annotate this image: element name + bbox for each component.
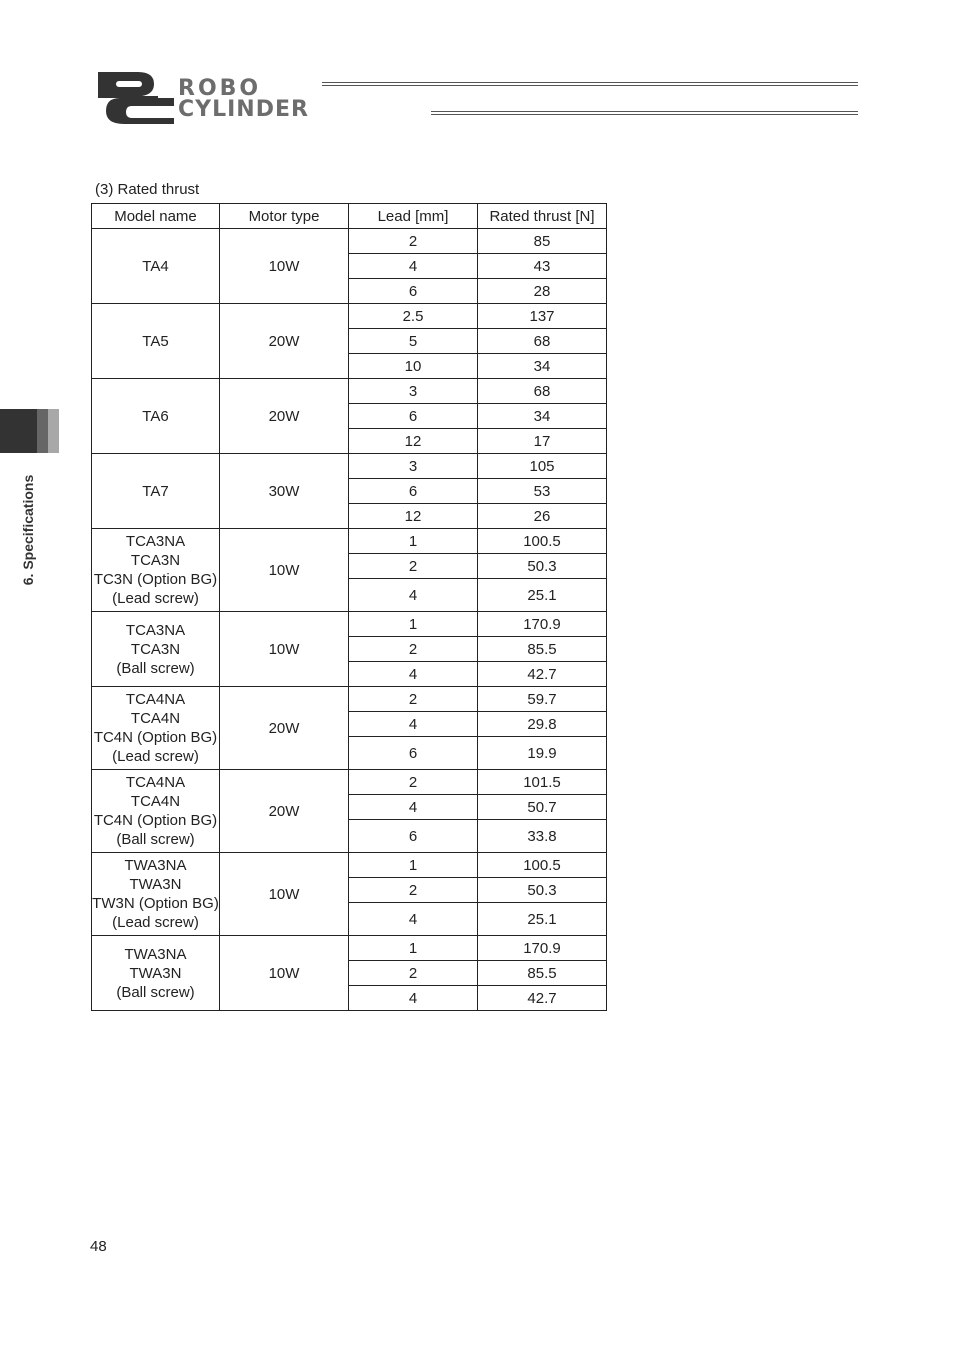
lead-cell: 4 (349, 662, 478, 687)
table-row (92, 612, 607, 637)
model-name-line: TCA4N (130, 710, 181, 727)
table-row (92, 687, 607, 712)
rated-thrust-cell: 50.3 (478, 554, 607, 579)
rated-thrust-cell: 43 (478, 254, 607, 279)
model-name-line: (Ball screw) (116, 983, 195, 1001)
lead-cell: 1 (349, 853, 478, 878)
lead-cell: 2.5 (349, 304, 478, 329)
rated-thrust-cell: 59.7 (478, 687, 607, 712)
rated-thrust-cell: 100.5 (478, 853, 607, 878)
rated-thrust-cell: 101.5 (478, 770, 607, 795)
model-name-cell (92, 229, 220, 304)
model-name-line: TWA3NA (124, 945, 187, 963)
motor-type-cell: 20W (220, 770, 349, 853)
model-name-line: TWA3N (129, 876, 182, 893)
rated-thrust-cell: 100.5 (478, 529, 607, 554)
lead-cell: 2 (349, 554, 478, 579)
table-row (92, 229, 607, 254)
model-name-cell (92, 612, 220, 687)
lead-cell: 6 (349, 404, 478, 429)
lead-cell: 4 (349, 579, 478, 612)
header-rule-top-a (322, 82, 858, 83)
lead-cell: 2 (349, 878, 478, 903)
lead-cell: 6 (349, 279, 478, 304)
table-row (92, 770, 607, 795)
rc-logo-icon (96, 72, 176, 124)
header-rule-top-b (322, 85, 858, 86)
lead-cell: 2 (349, 687, 478, 712)
lead-cell: 6 (349, 820, 478, 853)
lead-cell: 6 (349, 479, 478, 504)
motor-type-cell: 10W (220, 936, 349, 1011)
table-row (92, 454, 607, 479)
header-motor-type: Motor type (220, 204, 349, 229)
model-name-cell (92, 936, 220, 1011)
page-number: 48 (90, 1238, 107, 1255)
model-name-cell (92, 529, 220, 612)
model-name-line: (Lead screw) (112, 748, 199, 765)
model-name-line: TCA3NA (125, 621, 186, 639)
lead-cell: 1 (349, 612, 478, 637)
rated-thrust-cell: 29.8 (478, 712, 607, 737)
rated-thrust-cell: 25.1 (478, 903, 607, 936)
model-name-line: (Ball screw) (116, 659, 195, 677)
lead-cell: 2 (349, 229, 478, 254)
lead-cell: 3 (349, 454, 478, 479)
rated-thrust-cell: 85.5 (478, 961, 607, 986)
chapter-label: 6. Specifications (20, 474, 36, 586)
lead-cell: 1 (349, 936, 478, 961)
header-rule-bottom-a (431, 111, 858, 112)
lead-cell: 4 (349, 712, 478, 737)
motor-type-cell: 10W (220, 529, 349, 612)
rated-thrust-cell: 34 (478, 404, 607, 429)
lead-cell: 2 (349, 961, 478, 986)
lead-cell: 4 (349, 254, 478, 279)
rated-thrust-cell: 68 (478, 329, 607, 354)
rated-thrust-cell: 34 (478, 354, 607, 379)
model-name-line: (Lead screw) (112, 590, 199, 607)
model-name-line: TC3N (Option BG) (93, 571, 218, 588)
rated-thrust-cell: 170.9 (478, 612, 607, 637)
model-name-line: TA4 (142, 257, 169, 275)
rated-thrust-cell: 137 (478, 304, 607, 329)
rated-thrust-cell: 68 (478, 379, 607, 404)
header-rule-bottom-b (431, 114, 858, 115)
rated-thrust-cell: 26 (478, 504, 607, 529)
model-name-line: TA7 (142, 482, 169, 500)
header-lead: Lead [mm] (349, 204, 478, 229)
model-name-line: TC4N (Option BG) (93, 729, 218, 746)
model-name-line: TA6 (142, 407, 169, 425)
rated-thrust-cell: 33.8 (478, 820, 607, 853)
model-name-line: TC4N (Option BG) (93, 812, 218, 829)
model-name-line: TCA3NA (125, 533, 186, 550)
header-rated-thrust: Rated thrust [N] (478, 204, 607, 229)
section-title: (3) Rated thrust (95, 181, 200, 198)
rated-thrust-cell: 53 (478, 479, 607, 504)
motor-type-cell: 30W (220, 454, 349, 529)
lead-cell: 4 (349, 903, 478, 936)
model-name-cell (92, 687, 220, 770)
model-name-line: TCA3N (130, 552, 181, 569)
model-name-line: TCA4N (130, 793, 181, 810)
model-name-line: TWA3N (129, 964, 182, 982)
table-row (92, 936, 607, 961)
table-row (92, 304, 607, 329)
rated-thrust-cell: 42.7 (478, 986, 607, 1011)
lead-cell: 4 (349, 986, 478, 1011)
chapter-tab-mid (37, 409, 48, 453)
motor-type-cell: 10W (220, 229, 349, 304)
chapter-tab-dark (0, 409, 37, 453)
rated-thrust-cell: 17 (478, 429, 607, 454)
motor-type-cell: 20W (220, 304, 349, 379)
motor-type-cell: 20W (220, 379, 349, 454)
model-name-cell (92, 304, 220, 379)
model-name-line: (Ball screw) (116, 831, 195, 848)
model-name-line: (Lead screw) (112, 914, 199, 931)
lead-cell: 3 (349, 379, 478, 404)
model-name-cell (92, 770, 220, 853)
rated-thrust-cell: 42.7 (478, 662, 607, 687)
rated-thrust-cell: 85 (478, 229, 607, 254)
rated-thrust-cell: 50.3 (478, 878, 607, 903)
rated-thrust-cell: 28 (478, 279, 607, 304)
model-name-line: TW3N (Option BG) (92, 895, 219, 912)
table-header-row (92, 204, 607, 229)
lead-cell: 5 (349, 329, 478, 354)
rated-thrust-table (91, 203, 607, 1011)
model-name-line: TA5 (142, 332, 169, 350)
lead-cell: 12 (349, 504, 478, 529)
lead-cell: 2 (349, 637, 478, 662)
motor-type-cell: 10W (220, 612, 349, 687)
motor-type-cell: 10W (220, 853, 349, 936)
chapter-tab-light (48, 409, 59, 453)
rated-thrust-cell: 85.5 (478, 637, 607, 662)
lead-cell: 2 (349, 770, 478, 795)
table-row (92, 529, 607, 554)
model-name-line: TCA4NA (125, 774, 186, 791)
lead-cell: 1 (349, 529, 478, 554)
rated-thrust-cell: 170.9 (478, 936, 607, 961)
rated-thrust-cell: 50.7 (478, 795, 607, 820)
lead-cell: 6 (349, 737, 478, 770)
model-name-line: TCA4NA (125, 691, 186, 708)
rated-thrust-cell: 25.1 (478, 579, 607, 612)
model-name-line: TWA3NA (124, 857, 187, 874)
rated-thrust-cell: 19.9 (478, 737, 607, 770)
model-name-line: TCA3N (130, 640, 181, 658)
model-name-cell (92, 853, 220, 936)
lead-cell: 4 (349, 795, 478, 820)
table-row (92, 853, 607, 878)
model-name-cell (92, 454, 220, 529)
header-model-name: Model name (92, 204, 220, 229)
table-row (92, 379, 607, 404)
rated-thrust-cell: 105 (478, 454, 607, 479)
lead-cell: 10 (349, 354, 478, 379)
brand-name-line1: ROBO (178, 76, 262, 101)
motor-type-cell: 20W (220, 687, 349, 770)
brand-name-line2: CYLINDER (178, 97, 309, 122)
lead-cell: 12 (349, 429, 478, 454)
table-body (92, 229, 607, 1011)
model-name-cell (92, 379, 220, 454)
